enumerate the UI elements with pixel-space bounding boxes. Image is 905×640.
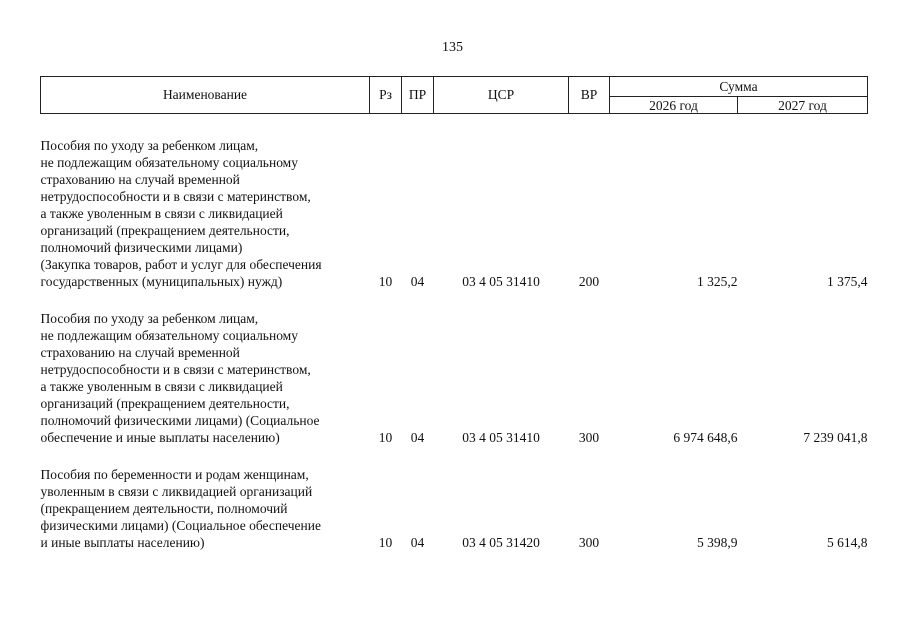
header-year-2027: 2027 год	[738, 97, 868, 114]
row-csr: 03 4 05 31420	[462, 535, 540, 550]
row-rz: 10	[378, 274, 393, 289]
row-gap	[41, 290, 868, 310]
row-csr: 03 4 05 31410	[462, 274, 540, 289]
row-rz: 10	[378, 535, 393, 550]
row-name: Пособия по уходу за ребенком лицам, не подлежащим обязательному социальному страхованию на случай временной нетрудоспособности и в связи с материнством, а также уволенным в связи с ликвидацией организаций (прекращением деятельности, полномочий физическими лицами) (Социальное обеспечение и иные выплаты населению)	[40, 311, 320, 445]
table-row	[41, 137, 868, 290]
table-row	[41, 310, 868, 446]
header-rz: Рз	[370, 77, 402, 114]
header-csr: ЦСР	[434, 77, 569, 114]
row-rz: 10	[378, 430, 393, 445]
header-pr: ПР	[402, 77, 434, 114]
row-gap	[41, 446, 868, 466]
row-sum-2026: 1 325,2	[697, 274, 738, 289]
table-row	[41, 466, 868, 551]
row-pr: 04	[410, 430, 425, 445]
header-year-2026: 2026 год	[610, 97, 738, 114]
header-spacer	[41, 114, 868, 138]
row-csr: 03 4 05 31410	[462, 430, 540, 445]
row-sum-2027: 1 375,4	[827, 274, 868, 289]
row-name: Пособия по беременности и родам женщинам, уволенным в связи с ликвидацией организаций (прекращением деятельности, полномочий физическими лицами) (Социальное обеспечение и иные выплаты населению)	[40, 467, 321, 550]
header-vr: ВР	[569, 77, 610, 114]
row-name: Пособия по уходу за ребенком лицам, не подлежащим обязательному социальному страхованию на случай временной нетрудоспособности и в связи с материнством, а также уволенным в связи с ликвидацией организаций (прекращением деятельности, полномочий физическими лицами) (Закупка товаров, работ и услуг для обеспечения государственных (муниципальных) нужд)	[40, 138, 322, 289]
row-pr: 04	[410, 274, 425, 289]
row-sum-2026: 6 974 648,6	[673, 430, 738, 445]
row-vr: 300	[578, 535, 600, 550]
header-name: Наименование	[41, 77, 370, 114]
header-sum: Сумма	[610, 77, 868, 97]
row-vr: 200	[578, 274, 600, 289]
row-vr: 300	[578, 430, 600, 445]
table-header	[41, 77, 868, 114]
page-number: 135	[442, 40, 463, 55]
row-sum-2027: 7 239 041,8	[803, 430, 868, 445]
row-sum-2026: 5 398,9	[697, 535, 738, 550]
row-pr: 04	[410, 535, 425, 550]
row-sum-2027: 5 614,8	[827, 535, 868, 550]
budget-table	[40, 76, 868, 551]
